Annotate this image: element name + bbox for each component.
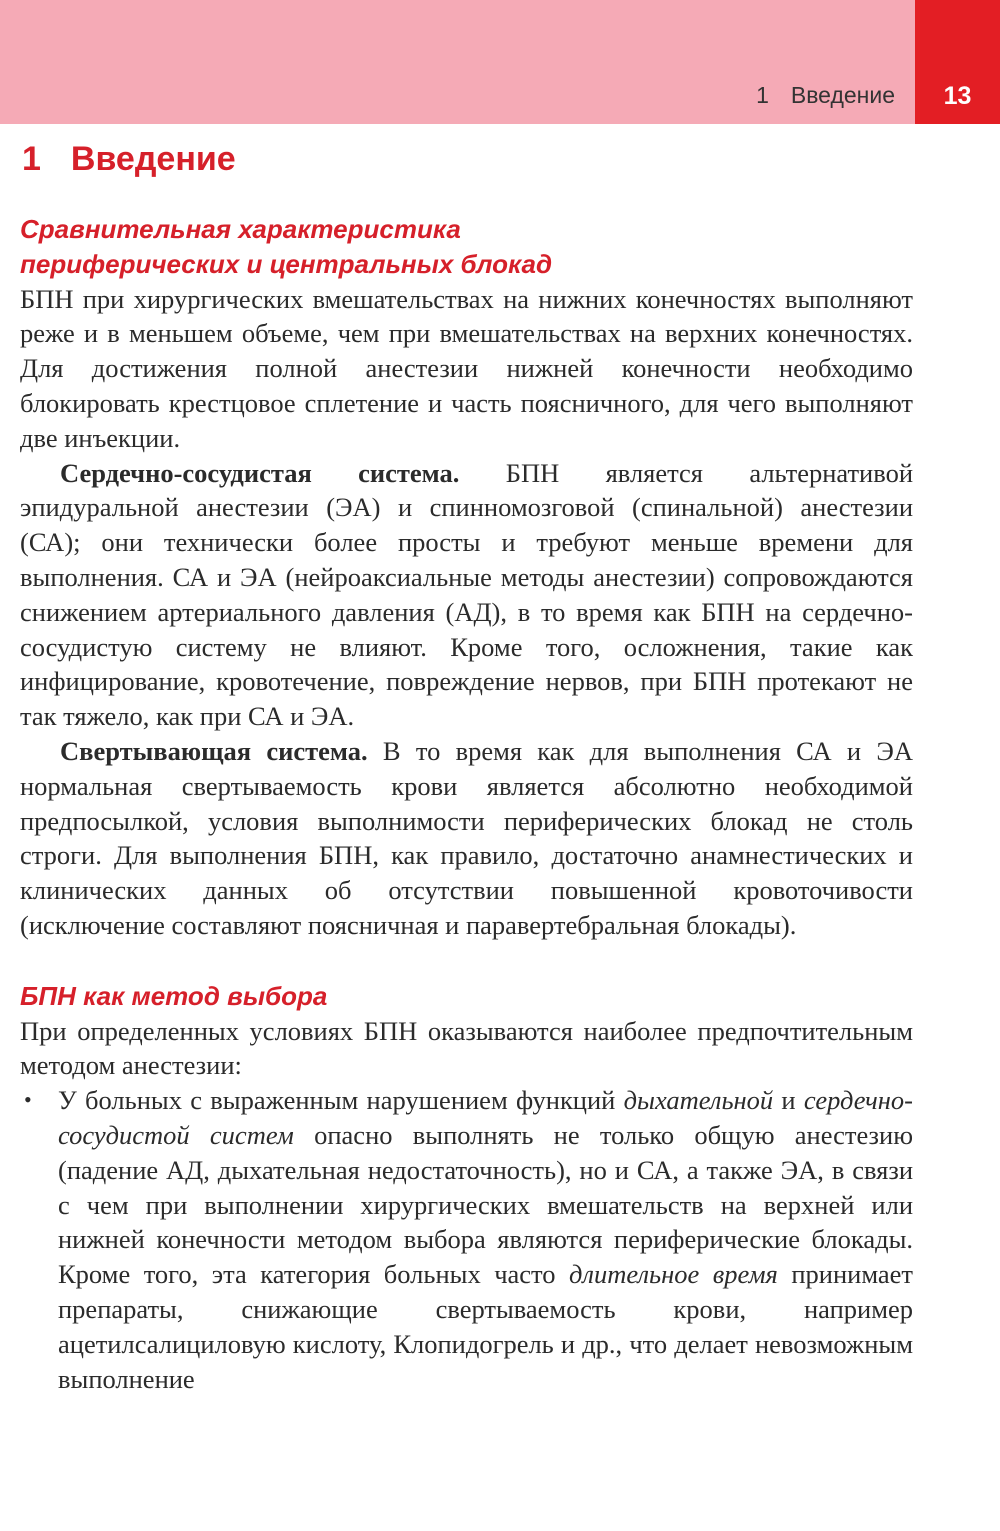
page-body (20, 212, 913, 1396)
bullet-list (20, 1083, 913, 1396)
chapter-title-text: Введение (70, 140, 236, 178)
paragraph-text-coagulation: В то время как для выполнения СА и ЭА нормальная свертываемость крови является абсолютно необходимой предпосылкой, условия выполнимости периферических блокад не столь строги. Для выполнения БПН, как правило, достаточно анамнестических и клинических данных об отсутствии повышенной кровоточивости (исключение составляют поясничная и паравертебральная блокады). (20, 735, 913, 940)
running-header-chapter-number: 1 (756, 82, 769, 108)
list-item (20, 1083, 913, 1396)
bullet-italic-1: дыхательной (623, 1085, 774, 1116)
section-spacer (20, 943, 913, 979)
bullet-italic-3: длительное время (569, 1259, 778, 1290)
paragraph-text-cardiovascular: БПН является альтернативой эпидуральной анестезии (ЭА) и спинномозговой (спинальной) анестезии (СА); они технически более просты и требуют меньше времени для выполнения. СА и ЭА (нейроаксиальные методы анестезии) сопровождаются снижением артериального давления (АД), в то время как БПН на сердечно-сосудистую систему не влияют. Кроме того, осложнения, такие как инфицирование, кровотечение, повреждение нервов, при БПН протекают не так тяжело, как при СА и ЭА. (20, 457, 914, 732)
paragraph-intro: БПН при хирургических вмешательствах на нижних конечностях выполняют реже и в меньшем объеме, чем при вмешательствах на верхних конечностях. Для достижения полной анестезии нижней конечности необходимо блокировать крестцовое сплетение и часть поясничного, для чего выполняют две инъекции. (20, 283, 913, 453)
section-heading-line-2: периферических и центральных блокад (20, 248, 553, 279)
bullet-text-3: опасно выполнять не только общую анестезию (падение АД, дыхательная недостаточность), но и СА, а также ЭА, в связи с чем при выполнении хирургических вмешательств на верхней или нижней конечности методом выбора являются периферические блокады. Кроме того, эта категория больных часто (58, 1119, 913, 1290)
header-band (0, 0, 1000, 124)
paragraph-method-intro: При определенных условиях БПН оказываются наиболее предпочтительным методом анестезии: (20, 1015, 913, 1081)
page-number-box (915, 0, 1000, 124)
section-heading-comparison (20, 212, 913, 282)
bullet-text-2: и (773, 1085, 804, 1116)
running-header (756, 82, 895, 109)
paragraph-lead-coagulation: Свертывающая система. (60, 735, 368, 766)
paragraph-cardiovascular (20, 456, 913, 734)
chapter-number: 1 (22, 140, 41, 178)
section-heading-method-of-choice: БПН как метод выбора (20, 980, 328, 1011)
bullet-text-4: принимает препараты, снижающие свертываемость крови, например ацетилсалициловую кислоту, Клопидогрель и др., что делает невозможным выполнение (58, 1259, 914, 1394)
bullet-marker: • (24, 1087, 32, 1113)
chapter-title (22, 140, 236, 179)
page-number: 13 (943, 82, 972, 110)
paragraph-coagulation (20, 734, 913, 943)
bullet-text-1: У больных с выраженным нарушением функций (58, 1085, 624, 1116)
running-header-title: Введение (790, 82, 895, 108)
section-heading-line-1: Сравнительная характеристика (20, 214, 461, 244)
paragraph-lead-cardiovascular: Сердечно-сосудистая система. (60, 457, 460, 488)
bullet-italic-2: сердечно-сосудистой систем (58, 1085, 913, 1150)
